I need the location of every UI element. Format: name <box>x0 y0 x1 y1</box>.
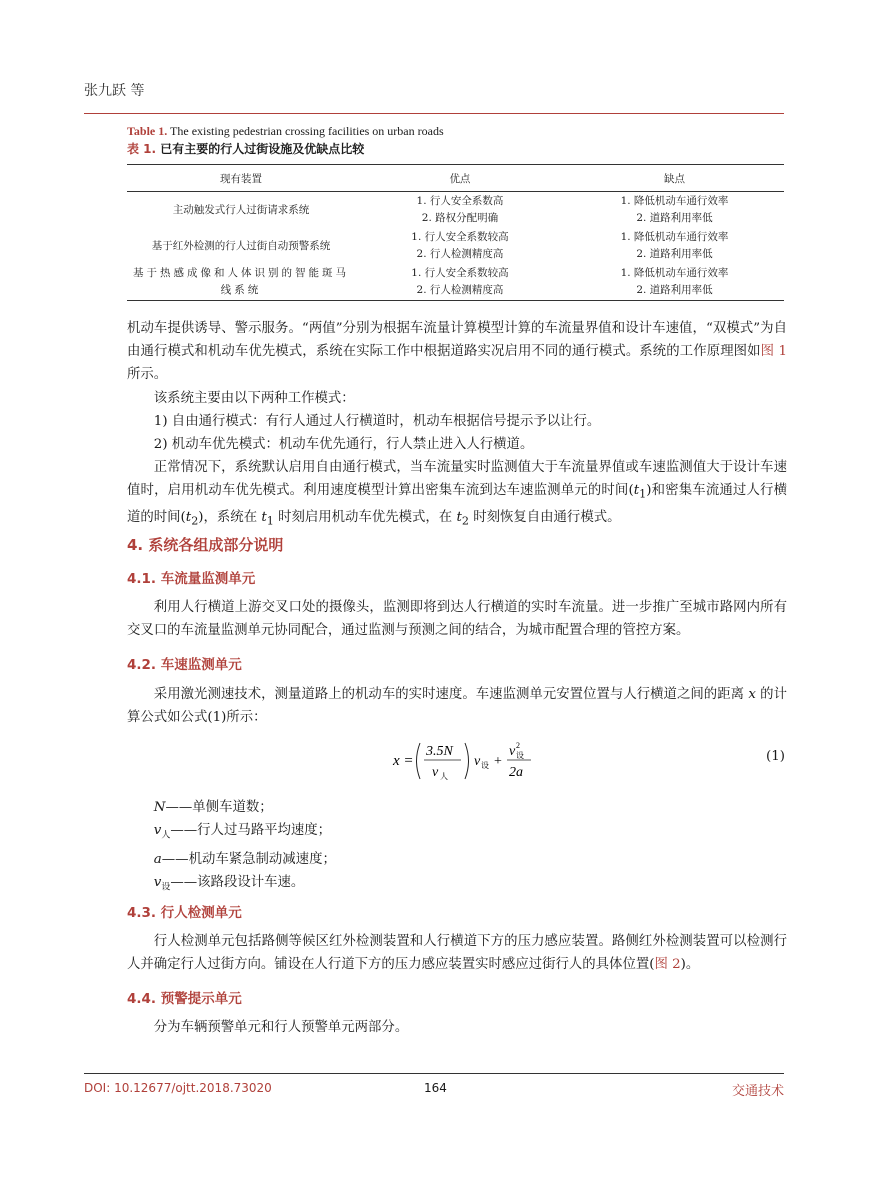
subscript: 设 <box>161 882 171 893</box>
body-text-block-5 <box>127 1016 787 1039</box>
var-N: N <box>153 800 166 815</box>
figure-1-link[interactable]: 图 1 <box>760 344 788 360</box>
subscript: 1 <box>266 514 274 528</box>
pro-item: 2. 行人检测精度高 <box>416 284 504 296</box>
var-v: v <box>153 823 162 839</box>
list-item: 2) 机动车优先模式：机动车优先通行，行人禁止进入人行横道。 <box>153 437 534 453</box>
eq-mid-v: v <box>474 754 481 769</box>
table-title-en: The existing pedestrian crossing facilities on urban roads <box>167 124 444 138</box>
definition-item <box>127 796 787 819</box>
paragraph <box>127 456 787 533</box>
definition-text: ——该路段设计车速。 <box>170 875 305 891</box>
left-paren <box>417 743 421 779</box>
paragraph-text: 采用激光测速技术，测量道路上的机动车的实时速度。车速监测单元安置位置与人行横道之间的距离 <box>153 687 749 702</box>
paragraph <box>127 930 787 976</box>
device-name: 主动触发式行人过街请求系统 <box>172 203 310 216</box>
paragraph-text: )，系统在 <box>198 510 262 526</box>
definition-text: ——行人过马路平均速度； <box>170 823 332 839</box>
pro-item: 1. 行人安全系数较高 <box>411 231 509 243</box>
subscript: 2 <box>461 514 469 528</box>
footer-doi[interactable]: DOI: 10.12677/ojtt.2018.73020 <box>84 1081 272 1095</box>
table-row <box>127 192 784 229</box>
pro-item: 1. 行人安全系数高 <box>416 195 504 207</box>
definition-item <box>127 848 787 871</box>
body-text-block-4 <box>127 930 787 976</box>
device-name: 基于红外检测的行人过街自动预警系统 <box>151 239 331 252</box>
eq-frac2-sub: 设 <box>516 751 524 760</box>
con-item: 1. 降低机动车通行效率 <box>620 231 729 243</box>
table-row <box>127 264 784 301</box>
section-heading-4-3: 4.3. 行人检测单元 <box>127 905 242 921</box>
paragraph: 该系统主要由以下两种工作模式： <box>153 390 355 406</box>
paragraph-text: )。 <box>680 957 700 973</box>
table-header-row <box>127 165 784 192</box>
comparison-table <box>127 164 784 301</box>
eq-frac2-num-v: v <box>509 744 516 759</box>
con-item: 1. 降低机动车通行效率 <box>620 195 729 207</box>
pro-item: 2. 行人检测精度高 <box>416 248 504 260</box>
eq-denominator-v: v <box>432 765 439 780</box>
eq-numerator: 3.5N <box>426 744 453 759</box>
journal-name: 交通技术 <box>731 1084 784 1099</box>
paragraph-text: 时刻恢复自由通行模式。 <box>468 510 621 526</box>
paragraph <box>127 317 787 387</box>
table-label-zh: 表 1. <box>127 142 157 156</box>
section-heading-4-2: 4.2. 车速监测单元 <box>127 657 242 673</box>
eq-plus: + <box>494 754 502 769</box>
paragraph-text: 行人检测单元包括路侧等候区红外检测装置和人行横道下方的压力感应装置。路侧红外检测装置可以检测行人并确定行人过街方向。铺设在人行道下方的压力感应装置实时感应过街行人的具体位置( <box>127 934 787 973</box>
pros-cell <box>355 192 565 229</box>
paragraph: 利用人行横道上游交叉口处的摄像头，监测即将到达人行横道的实时车流量。进一步推广至城市路网内所有交叉口的车流量监测单元协同配合，通过监测与预测之间的结合，为城市配置合理的管控方案。 <box>127 600 787 639</box>
definition-item <box>127 871 787 900</box>
paragraph <box>127 683 787 729</box>
table-caption-en <box>127 124 444 139</box>
list-item: 1) 自由通行模式：有行人通过人行横道时，机动车根据信号提示予以让行。 <box>153 413 601 429</box>
eq-mid-sub: 设 <box>481 761 489 770</box>
figure-2-link[interactable]: 图 2 <box>654 957 681 973</box>
paragraph-text: 所示。 <box>127 367 168 383</box>
con-item: 2. 道路利用率低 <box>636 248 713 260</box>
table-label-en: Table 1. <box>127 124 168 138</box>
subscript: 2 <box>191 514 199 528</box>
eq-frac2-den: 2a <box>509 765 523 780</box>
right-paren <box>465 743 469 779</box>
section-heading-4-1: 4.1. 车流量监测单元 <box>127 571 256 587</box>
definition-text: ——单侧车道数； <box>165 800 273 815</box>
eq-denominator-sub: 人 <box>440 772 448 781</box>
column-header: 优点 <box>355 165 565 192</box>
pros-cell <box>355 228 565 264</box>
table-title-zh: 已有主要的行人过街设施及优缺点比较 <box>156 142 365 156</box>
var-t: t <box>456 510 462 526</box>
table-caption-zh <box>127 140 364 157</box>
paragraph-text: 机动车提供诱导、警示服务。“两值”分别为根据车流量计算模型计算的车流量界值和设计车速值，“双模式”为自由通行模式和机动车优先模式，系统在实际工作中根据道路实况启用不同的通行模式。系统的工作原理图如 <box>127 321 787 360</box>
paragraph-text: 正常情况下，系统默认启用自由通行模式，当车流量实时监测值大于车流量界值或车速监测值大于设计车速值时，启用机动车优先模式。利用速度模型计算出密集车流到达车速监测单元的时间( <box>127 460 787 499</box>
running-header-author: 张九跃 等 <box>84 83 145 99</box>
definition-item <box>127 819 787 848</box>
pros-cell <box>355 264 565 301</box>
column-header: 缺点 <box>565 165 784 192</box>
eq-frac2-sup: 2 <box>516 741 520 750</box>
equation-graphic <box>393 738 543 784</box>
section-heading-4-4: 4.4. 预警提示单元 <box>127 991 242 1007</box>
header-rule <box>84 113 784 114</box>
pro-item: 1. 行人安全系数较高 <box>411 267 509 279</box>
var-t: t <box>261 510 267 526</box>
footer-rule <box>84 1073 784 1074</box>
var-a: a <box>153 852 162 868</box>
pro-item: 2. 路权分配明确 <box>421 212 499 224</box>
page-number: 164 <box>424 1081 447 1095</box>
paragraph: 分为车辆预警单元和行人预警单元两部分。 <box>153 1020 409 1035</box>
eq-lhs: x = <box>393 753 414 769</box>
subscript: 人 <box>161 830 171 841</box>
cons-cell <box>565 192 784 229</box>
body-text-block-3 <box>127 683 787 729</box>
paragraph-text: 时刻启用机动车优先模式，在 <box>273 510 457 526</box>
con-item: 2. 道路利用率低 <box>636 284 713 296</box>
equation-number: (1) <box>766 749 785 764</box>
definition-text: ——机动车紧急制动减速度； <box>161 852 336 868</box>
paragraph-text: )和密集车流通过人行横道的时间( <box>127 483 787 526</box>
var-x: x <box>748 687 756 702</box>
section-heading-4: 4. 系统各组成部分说明 <box>127 536 284 554</box>
var-t: t <box>633 483 640 499</box>
body-text-block-2 <box>127 596 787 642</box>
con-item: 1. 降低机动车通行效率 <box>620 267 729 279</box>
cons-cell <box>565 264 784 301</box>
subscript: 1 <box>639 488 647 502</box>
con-item: 2. 道路利用率低 <box>636 212 713 224</box>
column-header: 现有装置 <box>127 165 355 192</box>
device-name: 基于热感成像和人体识别的智能斑马线系统 <box>132 267 349 296</box>
table-row <box>127 228 784 264</box>
body-text-block-1 <box>127 317 787 533</box>
var-t: t <box>185 510 192 526</box>
cons-cell <box>565 228 784 264</box>
paragraph-text: 的计算公式如公式(1)所示： <box>127 687 787 726</box>
var-v: v <box>153 875 162 891</box>
definitions-block <box>127 796 787 900</box>
